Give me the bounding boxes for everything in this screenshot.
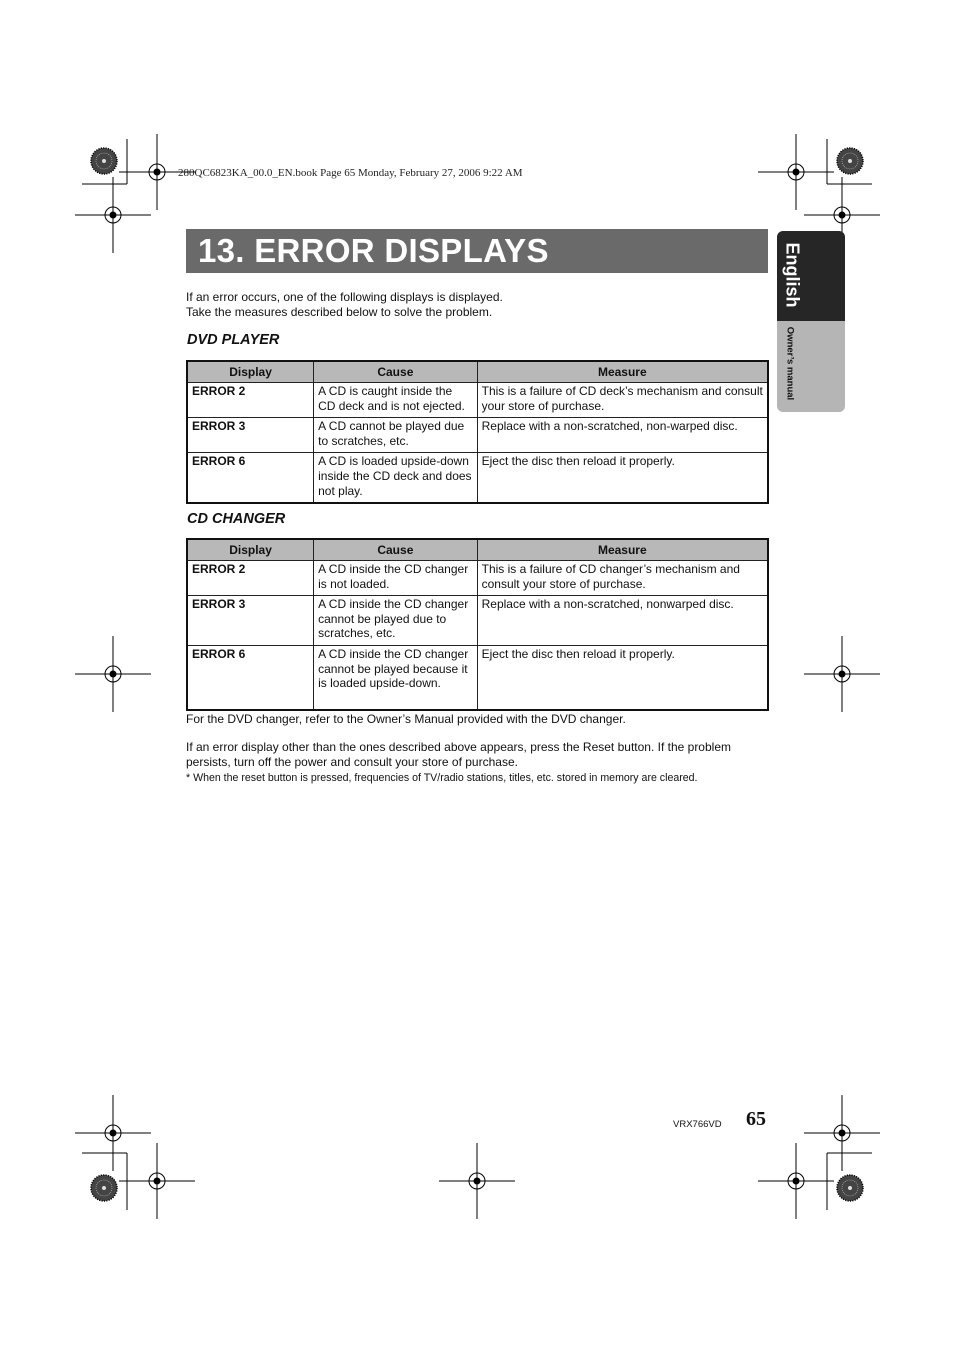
table-row: [187, 561, 768, 596]
intro-line-1: If an error occurs, one of the following displays is displayed.: [186, 290, 503, 304]
column-header-cause: Cause: [314, 361, 477, 383]
error-code: ERROR 2: [187, 383, 314, 418]
error-cause: A CD inside the CD changer cannot be played because it is loaded upside-down.: [314, 646, 477, 710]
error-code: ERROR 2: [187, 561, 314, 596]
manual-tab-label: Owner’s manual: [784, 326, 796, 401]
error-cause: A CD inside the CD changer cannot be played due to scratches, etc.: [314, 596, 477, 646]
error-measure: Eject the disc then reload it properly.: [477, 453, 768, 503]
error-measure: Replace with a non-scratched, nonwarped disc.: [477, 596, 768, 646]
reset-footnote: * When the reset button is pressed, frequencies of TV/radio stations, titles, etc. stored in memory are cleared.: [186, 772, 698, 784]
page-title: 13. ERROR DISPLAYS: [198, 232, 549, 269]
column-header-display: Display: [187, 361, 314, 383]
book-file-info: 280QC6823KA_00.0_EN.book Page 65 Monday, February 27, 2006 9:22 AM: [178, 167, 523, 179]
error-cause: A CD cannot be played due to scratches, etc.: [314, 418, 477, 453]
table-row: [187, 383, 768, 418]
language-tab-label: English: [782, 242, 803, 308]
column-header-measure: Measure: [477, 361, 768, 383]
column-header-display: Display: [187, 539, 314, 561]
column-header-measure: Measure: [477, 539, 768, 561]
section-heading-cd-changer: CD CHANGER: [187, 511, 286, 527]
intro-text: [186, 290, 503, 319]
page-number: 65: [746, 1108, 766, 1130]
table-row: [187, 453, 768, 503]
dvd-player-error-table: [186, 360, 769, 504]
section-heading-dvd-player: DVD PLAYER: [187, 332, 280, 348]
intro-line-2: Take the measures described below to solve the problem.: [186, 304, 493, 319]
cd-changer-error-table: [186, 538, 769, 711]
error-code: ERROR 6: [187, 646, 314, 710]
error-measure: Replace with a non-scratched, non-warped disc.: [477, 418, 768, 453]
error-cause: A CD inside the CD changer is not loaded.: [314, 561, 477, 596]
dvd-changer-note: For the DVD changer, refer to the Owner’s Manual provided with the DVD changer.: [186, 712, 626, 726]
table-row: [187, 646, 768, 710]
error-code: ERROR 6: [187, 453, 314, 503]
error-code: ERROR 3: [187, 596, 314, 646]
error-measure: Eject the disc then reload it properly.: [477, 646, 768, 710]
table-header-row: [187, 539, 768, 561]
table-row: [187, 596, 768, 646]
error-cause: A CD is loaded upside-down inside the CD deck and does not play.: [314, 453, 477, 503]
error-measure: This is a failure of CD changer’s mechanism and consult your store of purchase.: [477, 561, 768, 596]
table-header-row: [187, 361, 768, 383]
table-row: [187, 418, 768, 453]
column-header-cause: Cause: [314, 539, 477, 561]
error-code: ERROR 3: [187, 418, 314, 453]
error-measure: This is a failure of CD deck’s mechanism and consult your store of purchase.: [477, 383, 768, 418]
reset-instructions: If an error display other than the ones described above appears, press the Reset button. If the problem persists, turn off the power and consult your store of purchase.: [186, 740, 731, 769]
error-cause: A CD is caught inside the CD deck and is not ejected.: [314, 383, 477, 418]
model-number: VRX766VD: [673, 1119, 722, 1130]
